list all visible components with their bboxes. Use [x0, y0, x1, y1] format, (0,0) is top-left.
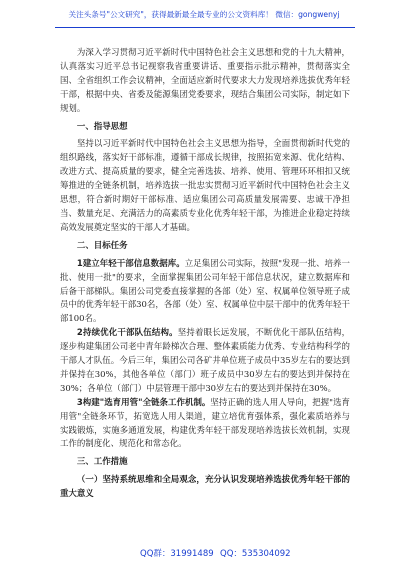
measure-1-heading: （一）坚持系统思维和全局观念，充分认识发现培养选拔优秀年轻干部的重大意义: [60, 474, 350, 499]
section-heading-guiding-ideology: 一、指导思想: [76, 120, 128, 131]
goal-item-2: [60, 326, 350, 396]
intro-paragraph: 为深入学习贯彻习近平新时代中国特色社会主义思想和党的十九大精神，认真落实习近平总书记视察我省重要讲话、重要指示批示精神，贯彻落实全国、全省组织工作会议精神，全面适应新时代要求大力发现培养选拔优秀年轻干部，根据中央、省委及能源集团党委要求，现结合集团公司实际，制定如下规划。: [60, 47, 350, 113]
goal-item-2-text: 坚持着眼长远发展，不断优化干部队伍结构，逐步构建集团公司老中青年龄梯次合理、整体素质能力优秀、专业结构科学的干部人才队伍。今后三年，集团公司各矿井单位班子成员中35岁左右的要达到并保持在30%，其他各单位（部门）班子成员中30岁左右的要达到并保持在30%；各单位（部门）中层管理干部中30岁左右的要达到并保持在30%。: [60, 327, 351, 393]
goal-item-1: [60, 257, 350, 327]
qq-contact-label: QQ：535304092: [220, 549, 291, 559]
goal-item-3-lead: 3构建"选育用管"全链条工作机制。: [76, 396, 211, 407]
document-body: [60, 46, 350, 501]
qq-group-label: QQ群：31991489: [140, 549, 214, 559]
guiding-ideology-paragraph: 坚持以习近平新时代中国特色社会主义思想为指导，全面贯彻新时代党的组织路线，落实好干部标准，遵循干部成长规律，按照拓宽来源、优化结构、改进方式、提高质量的要求，健全完善选拔、培养、使用、管理环环相扣又统筹推进的全链条机制，培养选拔一批忠实贯彻习近平新时代中国特色社会主义思想，符合新时期好干部标准、适应集团公司高质量发展需要、忠诚干净担当、数量充足、充满活力的高素质专业化优秀年轻干部，为推进企业稳定持续高效发展奠定坚实的干部人才基础。: [60, 138, 350, 232]
goal-item-2-lead: 2持续优化干部队伍结构。: [76, 327, 178, 338]
goal-item-3-text: 坚持正确的选人用人导向，把握"选育用管"全链条环节，拓宽选人用人渠道，建立培优育强体系，强化素质培养与实践锻炼，实施多通道发展，构建优秀年轻干部发现培养选拔长效机制，实现工作的制度化、规范化和常态化。: [60, 396, 350, 449]
goal-item-1-lead: 1建立年轻干部信息数据库。: [76, 257, 185, 268]
section-heading-goals: 二、目标任务: [76, 239, 128, 250]
top-banner: 关注头条号"公文研究"，获得最新最全最专业的公文资料库！ 微信：gongwenyj: [68, 10, 340, 19]
goal-item-3: [60, 396, 350, 452]
footer-contact: [0, 545, 408, 563]
goal-item-1-text: 立足集团公司实际，按照"发现一批、培养一批、使用一批"的要求，全面掌握集团公司年轻干部信息状况，建立数据库和后备干部梯队。集团公司党委直接掌握的各部（处）室、权属单位领导班子成员中的优秀年轻干部30名，各部（处）室、权属单位中层干部中的优秀年轻干部100名。: [60, 257, 350, 324]
section-heading-measures: 三、工作措施: [76, 456, 128, 467]
header-divider: [55, 27, 355, 28]
